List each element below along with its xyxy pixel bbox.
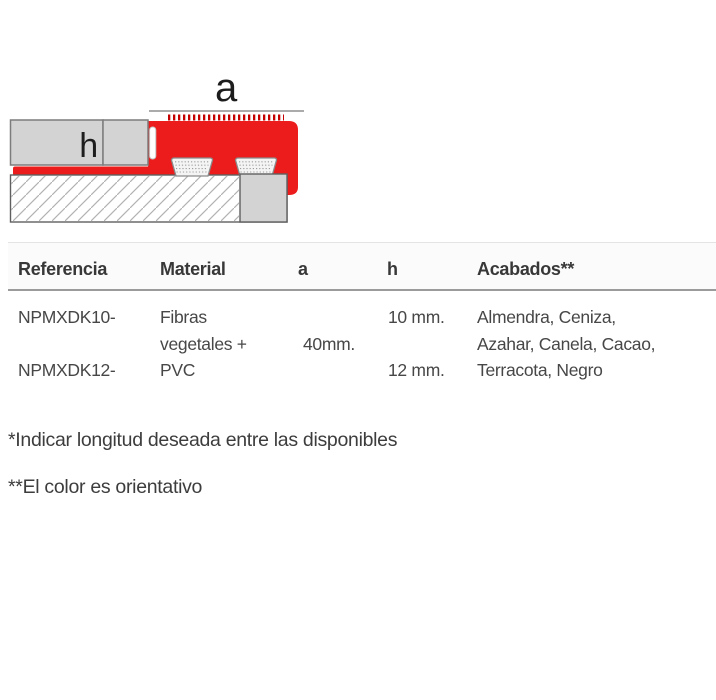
footnote-color: **El color es orientativo [8,476,203,498]
cell-referencia-2: NPMXDK12- [18,360,116,380]
col-header-material: Material [160,259,226,279]
tile-right [103,120,148,165]
footnote-length: *Indicar longitud deseada entre las disponibles [8,429,398,451]
dimension-a-label: a [215,66,237,110]
col-header-a: a [298,259,308,279]
dimension-h-label: h [79,127,98,165]
substrate-block [240,174,287,222]
cell-acabados-line: Terracota, Negro [477,360,603,380]
col-header-h: h [387,259,398,279]
adhesive-layer [13,167,150,176]
cell-referencia-1: NPMXDK10- [18,307,116,327]
profile-cross-section-diagram [0,0,320,240]
substrate-hatch [11,176,239,221]
cell-a-value: 40mm. [303,334,355,354]
col-header-acabados: Acabados** [477,259,575,279]
tile-slot-notch [150,127,156,159]
anchor-leg [172,158,213,176]
cell-acabados-line: Azahar, Canela, Cacao, [477,334,656,354]
cell-acabados-line: Almendra, Ceniza, [477,307,616,327]
col-header-referencia: Referencia [18,259,108,279]
cell-h-value-2: 12 mm. [388,360,445,380]
table-header-band [8,242,716,291]
cell-material-line: Fibras [160,307,207,327]
cell-h-value-1: 10 mm. [388,307,445,327]
cell-material-line: PVC [160,360,196,380]
cell-material-line: vegetales + [160,334,247,354]
